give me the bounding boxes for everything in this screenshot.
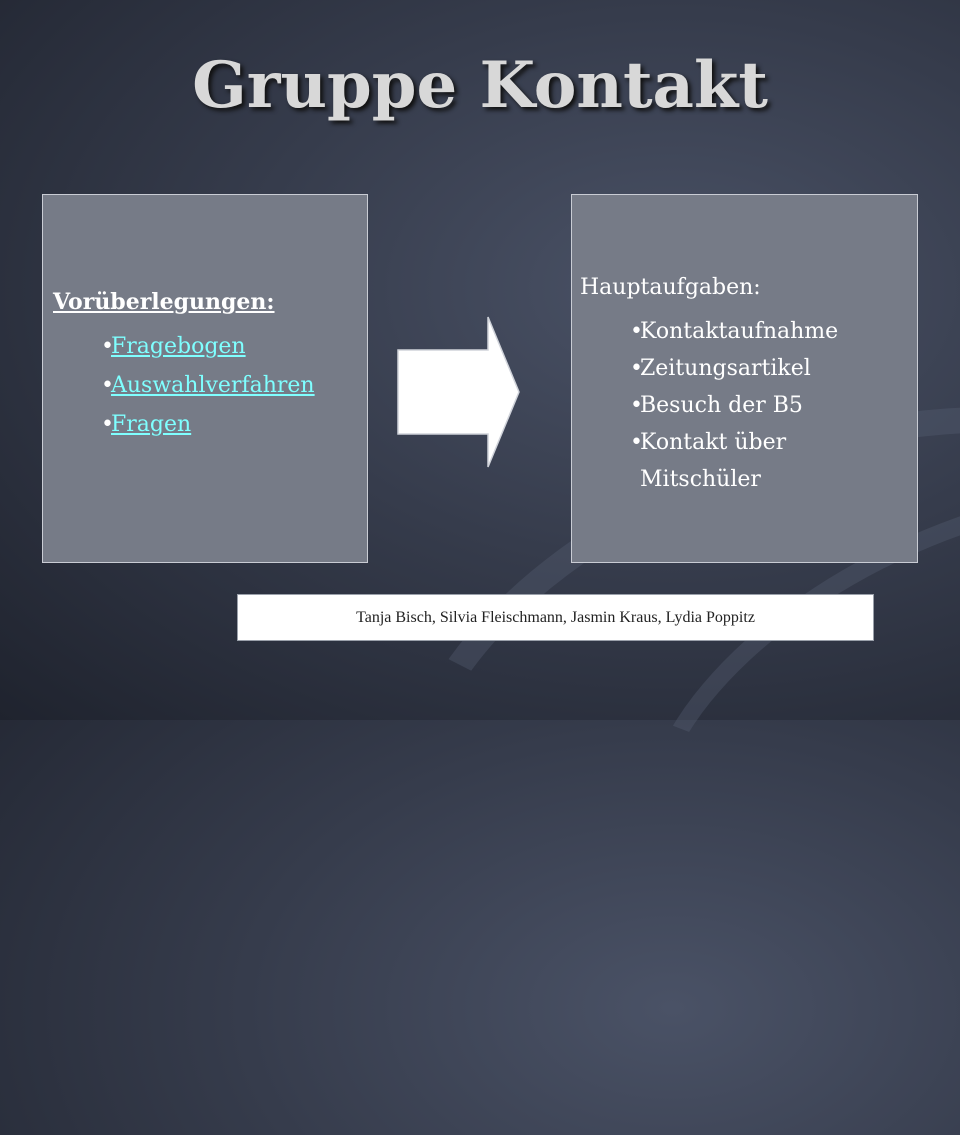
task-kontaktaufnahme: Kontaktaufnahme [640, 319, 839, 344]
list-item [630, 461, 838, 498]
right-panel [571, 194, 918, 563]
task-besuch: Besuch der B5 [640, 393, 803, 418]
list-item [630, 313, 838, 350]
authors-text: Tanja Bisch, Silvia Fleischmann, Jasmin Kraus, Lydia Poppitz [356, 608, 755, 626]
bullet-dot: • [101, 373, 114, 398]
right-panel-heading: Hauptaufgaben: [580, 275, 761, 300]
task-zeitungsartikel: Zeitungsartikel [640, 356, 811, 381]
task-kontakt: Kontakt über [640, 430, 787, 455]
bullet-dot: • [101, 412, 114, 437]
bullet-dot: • [630, 319, 643, 344]
slide-title: Gruppe Kontakt [192, 48, 768, 123]
left-panel-heading: Vorüberlegungen: [53, 289, 275, 315]
list-item [630, 350, 838, 387]
bullet-dot: • [630, 393, 643, 418]
fragen-link[interactable]: Fragen [111, 412, 192, 437]
right-arrow-icon [397, 316, 521, 468]
bullet-dot: • [630, 356, 643, 381]
bullet-dot: • [101, 334, 114, 359]
left-panel [42, 194, 368, 563]
authors-box [237, 594, 874, 641]
fragebogen-link[interactable]: Fragebogen [111, 334, 246, 359]
list-item [630, 387, 838, 424]
list-item [101, 327, 315, 366]
right-bullet-list [630, 313, 838, 498]
list-item [101, 366, 315, 405]
task-kontakt-continuation: Mitschüler [640, 467, 761, 492]
bullet-dot: • [630, 430, 643, 455]
auswahlverfahren-link[interactable]: Auswahlverfahren [111, 373, 315, 398]
arrow-shape [398, 317, 519, 467]
list-item [101, 405, 315, 444]
list-item [630, 424, 838, 461]
left-bullet-list [101, 327, 315, 444]
